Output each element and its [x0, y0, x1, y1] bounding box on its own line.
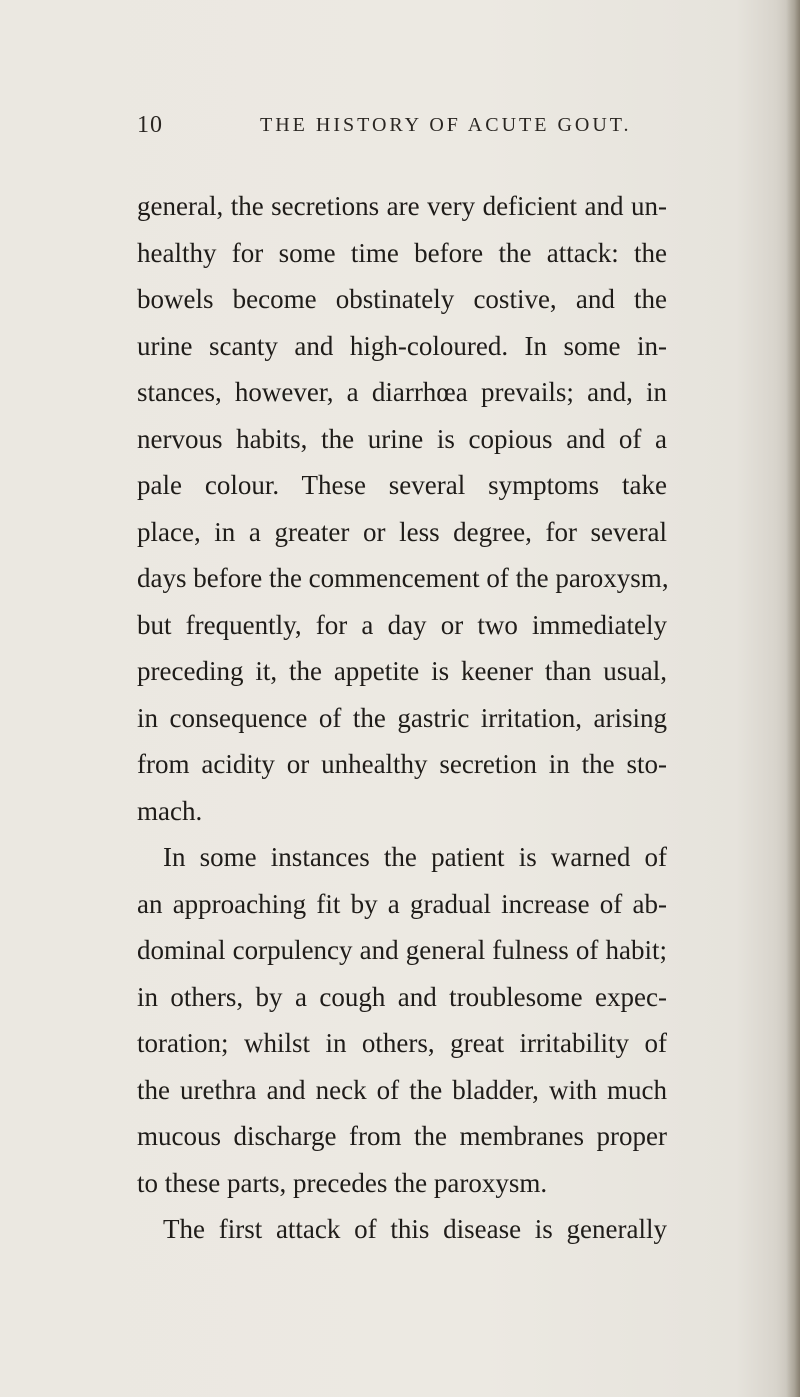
text-line: general, the secretions are very deficient and un-: [137, 191, 667, 221]
text-line: preceding it, the appetite is keener than usual,: [137, 656, 667, 686]
text-line: urine scanty and high-coloured. In some in-: [137, 330, 667, 361]
text-line: but frequently, for a day or two immediately: [137, 609, 667, 640]
text-line: an approaching fit by a gradual increase of ab-: [137, 888, 667, 919]
text-line: mach.: [137, 795, 203, 826]
running-head: [0, 112, 800, 148]
text-line: place, in a greater or less degree, for several: [137, 516, 667, 547]
text-line: toration; whilst in others, great irritability of: [137, 1028, 667, 1058]
text-line: healthy for some time before the attack: the: [137, 237, 667, 268]
text-line: pale colour. These several symptoms take: [137, 470, 667, 500]
text-line: to these parts, precedes the paroxysm.: [137, 1167, 548, 1198]
text-line: dominal corpulency and general fulness of habit;: [137, 935, 667, 965]
text-line: from acidity or unhealthy secretion in the sto-: [137, 749, 667, 779]
text-line: the urethra and neck of the bladder, with much: [137, 1074, 667, 1105]
text-line: The first attack of this disease is generally: [163, 1214, 667, 1244]
text-line: mucous discharge from the membranes proper: [137, 1121, 667, 1151]
page-edge-shadow: [786, 0, 800, 1397]
text-line: nervous habits, the urine is copious and of a: [137, 423, 667, 454]
page-number: 10: [137, 112, 163, 138]
text-line: days before the commencement of the paroxysm,: [137, 563, 669, 593]
text-line: bowels become obstinately costive, and the: [137, 284, 667, 314]
running-head-title: THE HISTORY OF ACUTE GOUT.: [260, 114, 632, 136]
text-line: stances, however, a diarrhœa prevails; and, in: [137, 377, 667, 407]
text-line: In some instances the patient is warned of: [163, 842, 667, 872]
text-line: in consequence of the gastric irritation, arising: [137, 702, 667, 733]
body-text: [137, 183, 667, 1253]
text-line: in others, by a cough and troublesome expec-: [137, 981, 667, 1012]
